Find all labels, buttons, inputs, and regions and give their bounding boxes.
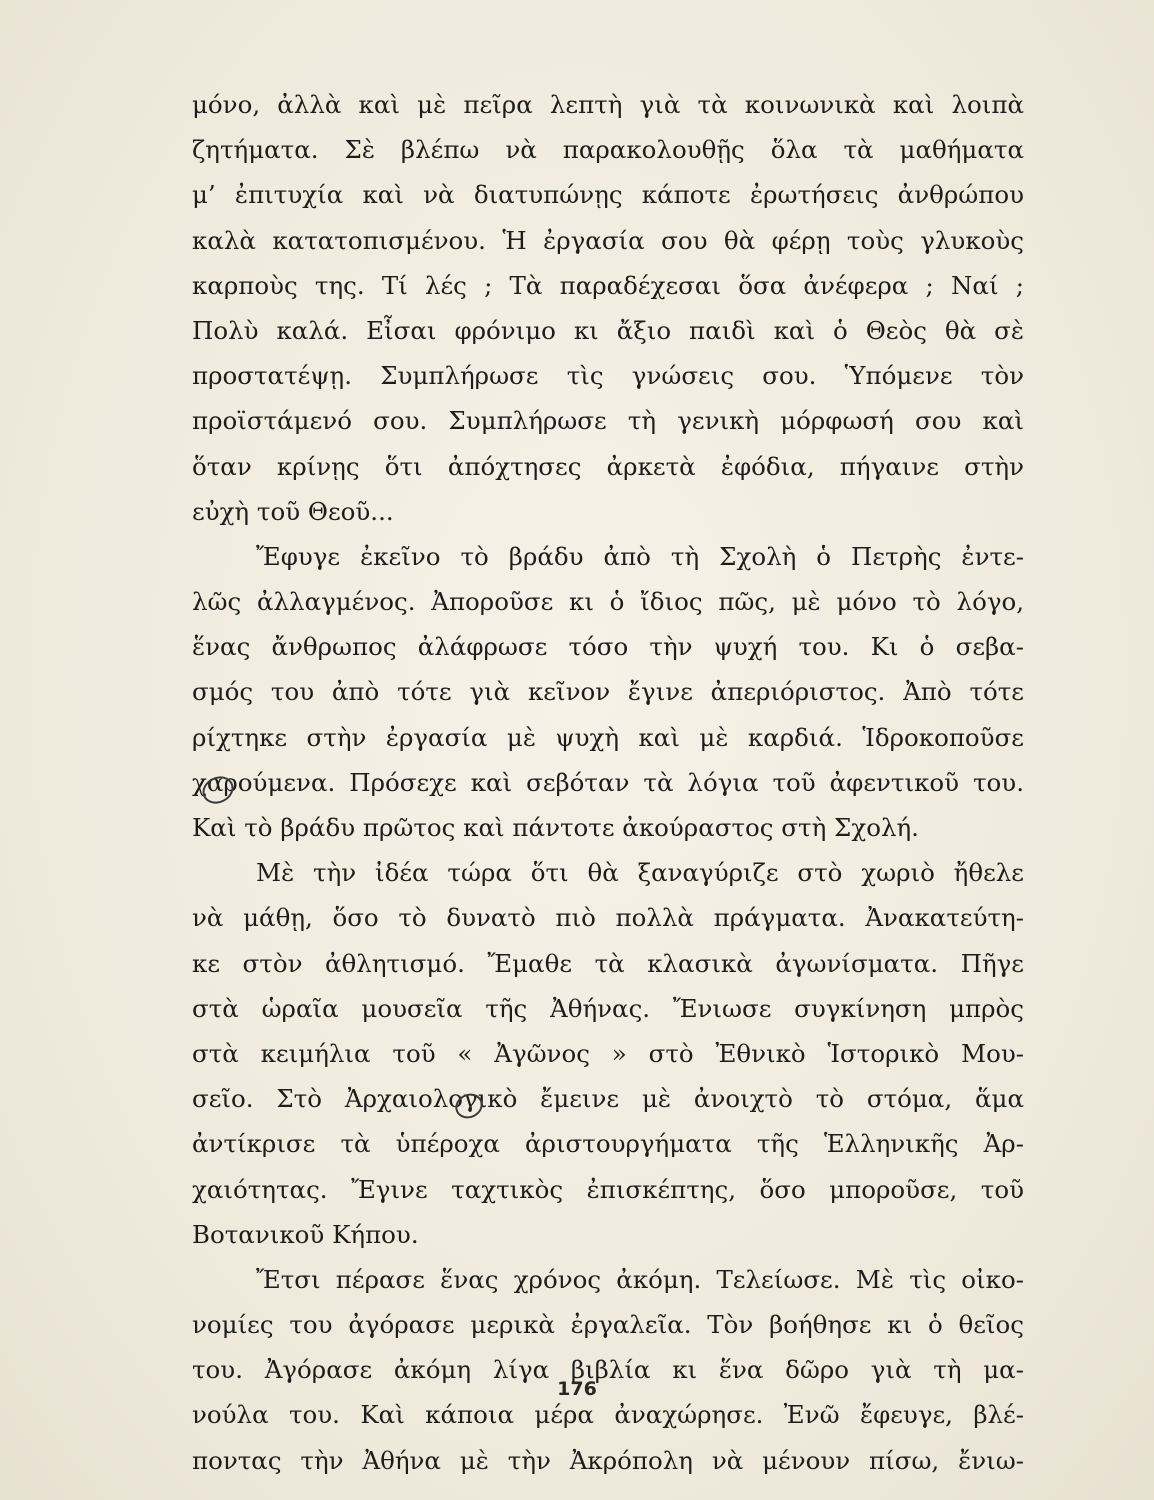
text-line: ἕνας ἄνθρωπος ἀλάφρωσε τόσο τὴν ψυχή του. Κι ὁ σεβα- (192, 632, 1024, 662)
text-line: νούλα του. Καὶ κάποια μέρα ἀναχώρησε. Ἐνῶ ἔφευγε, βλέ- (192, 1400, 1024, 1430)
text-line: Βοτανικοῦ Κήπου. (192, 1219, 419, 1249)
text-line: προστατέψῃ. Συμπλήρωσε τὶς γνώσεις σου. Ὑπόμενε τὸν (192, 361, 1024, 391)
text-line: Καὶ τὸ βράδυ πρῶτος καὶ πάντοτε ἀκούραστος στὴ Σχολή. (192, 813, 919, 842)
text-line: μ’ ἐπιτυχία καὶ νὰ διατυπώνῃς κάποτε ἐρωτήσεις ἀνθρώπου (192, 180, 1024, 210)
text-line: προϊστάμενό σου. Συμπλήρωσε τὴ γενικὴ μόρφωσή σου καὶ (192, 406, 1024, 436)
text-line: Ἔτσι πέρασε ἕνας χρόνος ἀκόμη. Τελείωσε. Μὲ τὶς οἰκο- (256, 1264, 1024, 1294)
text-line: ὅταν κρίνῃς ὅτι ἀπόχτησες ἀρκετὰ ἐφόδια, πήγαινε στὴν (192, 451, 1024, 481)
text-line: σεῖο. Στὸ Ἀρχαιολογικὸ ἔμεινε μὲ ἀνοιχτὸ τὸ στόμα, ἅμα (192, 1084, 1024, 1114)
text-line: στὰ ὡραῖα μουσεῖα τῆς Ἀθήνας. Ἔνιωσε συγκίνηση μπρὸς (192, 993, 1024, 1023)
text-line: Μὲ τὴν ἰδέα τώρα ὅτι θὰ ξαναγύριζε στὸ χωριὸ ἤθελε (256, 858, 1024, 888)
text-line: καρποὺς της. Τί λές ; Τὰ παραδέχεσαι ὅσα ἀνέφερα ; Ναί ; (192, 270, 1024, 300)
paragraph (192, 1257, 1024, 1483)
text-line: νὰ μάθῃ, ὅσο τὸ δυνατὸ πιὸ πολλὰ πράγματα. Ἀνακατεύτη- (192, 903, 1024, 933)
text-line: Πολὺ καλά. Εἶσαι φρόνιμο κι ἄξιο παιδὶ καὶ ὁ Θεὸς θὰ σὲ (192, 315, 1024, 345)
text-line: χαιότητας. Ἔγινε ταχτικὸς ἐπισκέπτης, ὅσο μποροῦσε, τοῦ (192, 1174, 1024, 1204)
text-line: χαρούμενα. Πρόσεχε καὶ σεβόταν τὰ λόγια τοῦ ἀφεντικοῦ του. (192, 767, 1024, 797)
page-number: 176 (557, 1378, 597, 1400)
text-line: καλὰ κατατοπισμένου. Ἡ ἐργασία σου θὰ φέρῃ τοὺς γλυκοὺς (192, 225, 1024, 255)
text-line: σμός του ἀπὸ τότε γιὰ κεῖνον ἔγινε ἀπεριόριστος. Ἀπὸ τότε (192, 677, 1024, 707)
text-line: ποντας τὴν Ἀθήνα μὲ τὴν Ἀκρόπολη νὰ μένουν πίσω, ἔνιω- (192, 1445, 1024, 1475)
text-line: εὐχὴ τοῦ Θεοῦ... (192, 496, 394, 526)
text-line: Ἔφυγε ἐκεῖνο τὸ βράδυ ἀπὸ τὴ Σχολὴ ὁ Πετρὴς ἐντε- (256, 541, 1024, 571)
text-line: στὰ κειμήλια τοῦ « Ἀγῶνος » στὸ Ἐθνικὸ Ἱστορικὸ Μου- (192, 1038, 1024, 1068)
text-line: ρίχτηκε στὴν ἐργασία μὲ ψυχὴ καὶ μὲ καρδιά. Ἱδροκοποῦσε (192, 722, 1024, 752)
text-line: μόνο, ἀλλὰ καὶ μὲ πεῖρα λεπτὴ γιὰ τὰ κοινωνικὰ καὶ λοιπὰ (192, 90, 1024, 119)
paragraph (192, 82, 1024, 534)
text-line: λῶς ἀλλαγμένος. Ἀποροῦσε κι ὁ ἴδιος πῶς, μὲ μόνο τὸ λόγο, (192, 587, 1024, 617)
text-line: ἀντίκρισε τὰ ὑπέροχα ἀριστουργήματα τῆς Ἑλληνικῆς Ἀρ- (192, 1129, 1024, 1159)
text-line: ζητήματα. Σὲ βλέπω νὰ παρακολουθῇς ὅλα τὰ μαθήματα (192, 135, 1024, 165)
text-line: κε στὸν ἀθλητισμό. Ἔμαθε τὰ κλασικὰ ἀγωνίσματα. Πῆγε (192, 948, 1024, 978)
text-line: νομίες του ἀγόρασε μερικὰ ἐργαλεῖα. Τὸν βοήθησε κι ὁ θεῖος (192, 1310, 1024, 1340)
paragraph (192, 534, 1024, 850)
body-text (192, 82, 1024, 1483)
text-line: του. Ἀγόρασε ἀκόμη λίγα βιβλία κι ἕνα δῶρο γιὰ τὴ μα- (192, 1355, 1024, 1385)
paragraph (192, 850, 1024, 1257)
